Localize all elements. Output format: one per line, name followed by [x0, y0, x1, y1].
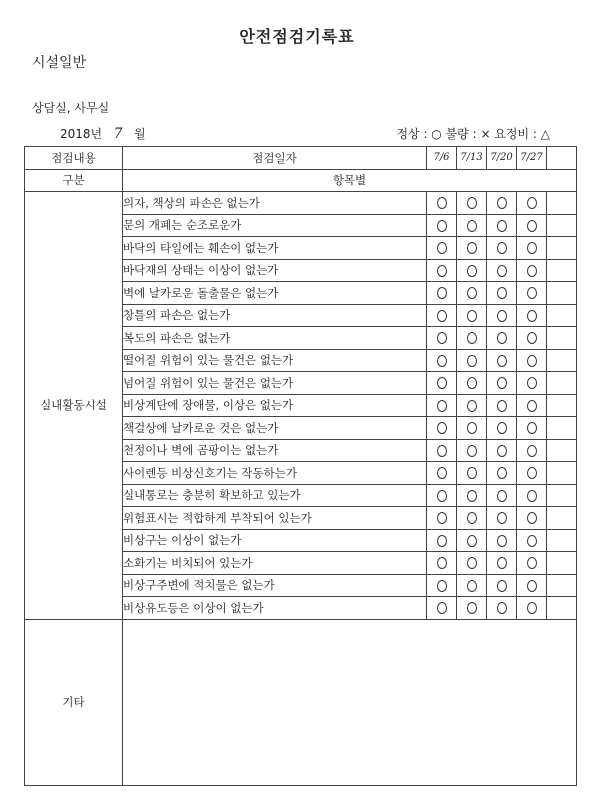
circle-mark-icon: [497, 265, 507, 277]
circle-mark-icon: [467, 355, 477, 367]
check-mark-cell: [547, 259, 577, 282]
circle-mark-icon: [497, 400, 507, 412]
circle-mark-icon: [527, 512, 537, 524]
check-mark-cell: [487, 484, 517, 507]
check-mark-cell: [547, 214, 577, 237]
check-mark-cell: [547, 304, 577, 327]
check-mark-cell: [457, 394, 487, 417]
check-mark-cell: [517, 484, 547, 507]
check-mark-cell: [457, 552, 487, 575]
status-legend: 정상 : ○ 불량 : × 요정비 : △: [396, 127, 550, 141]
check-mark-cell: [487, 349, 517, 372]
item-text-cell: 문의 개폐는 순조로운가: [123, 214, 427, 237]
circle-mark-icon: [437, 287, 447, 299]
circle-mark-icon: [527, 490, 537, 502]
check-mark-cell: [547, 597, 577, 620]
circle-mark-icon: [497, 445, 507, 457]
check-mark-cell: [487, 462, 517, 485]
item-text-cell: 넘어질 위험이 있는 물건은 없는가: [123, 372, 427, 395]
item-text-cell: 천정이나 벽에 곰팡이는 없는가: [123, 439, 427, 462]
check-mark-cell: [517, 372, 547, 395]
circle-mark-icon: [497, 242, 507, 254]
check-mark-cell: [487, 507, 517, 530]
circle-mark-icon: [497, 535, 507, 547]
check-mark-cell: [487, 574, 517, 597]
circle-mark-icon: [497, 602, 507, 614]
circle-mark-icon: [467, 310, 477, 322]
check-mark-cell: [427, 327, 457, 350]
check-mark-cell: [427, 507, 457, 530]
circle-mark-icon: [497, 422, 507, 434]
circle-mark-icon: [437, 580, 447, 592]
circle-mark-icon: [437, 400, 447, 412]
item-text-cell: 바닥의 타일에는 훼손이 없는가: [123, 237, 427, 260]
check-mark-cell: [487, 214, 517, 237]
circle-mark-icon: [527, 377, 537, 389]
check-mark-cell: [457, 574, 487, 597]
item-text-cell: 바닥재의 상태는 이상이 없는가: [123, 259, 427, 282]
check-mark-cell: [457, 417, 487, 440]
check-mark-cell: [547, 507, 577, 530]
check-mark-cell: [517, 327, 547, 350]
other-row: [25, 619, 577, 785]
check-mark-cell: [487, 439, 517, 462]
circle-mark-icon: [467, 490, 477, 502]
circle-mark-icon: [497, 220, 507, 232]
circle-mark-icon: [527, 557, 537, 569]
item-text-cell: 실내통로는 충분히 확보하고 있는가: [123, 484, 427, 507]
header-date-cell: 점검일자: [123, 147, 427, 170]
check-mark-cell: [547, 192, 577, 215]
table-row: [25, 192, 577, 215]
check-mark-cell: [427, 259, 457, 282]
check-mark-cell: [517, 597, 547, 620]
circle-mark-icon: [527, 422, 537, 434]
check-mark-cell: [427, 417, 457, 440]
check-mark-cell: [517, 462, 547, 485]
circle-mark-icon: [527, 220, 537, 232]
check-mark-cell: [487, 259, 517, 282]
date-cell: 7/27: [517, 147, 547, 170]
check-mark-cell: [517, 214, 547, 237]
check-mark-cell: [427, 574, 457, 597]
check-mark-cell: [457, 484, 487, 507]
check-mark-cell: [547, 462, 577, 485]
circle-mark-icon: [467, 535, 477, 547]
item-text-cell: 비상계단에 장애물, 이상은 없는가: [123, 394, 427, 417]
circle-mark-icon: [527, 580, 537, 592]
check-mark-cell: [457, 214, 487, 237]
check-mark-cell: [457, 304, 487, 327]
subheader-row: [25, 169, 577, 192]
circle-mark-icon: [497, 332, 507, 344]
circle-mark-icon: [467, 220, 477, 232]
check-mark-cell: [427, 552, 457, 575]
check-mark-cell: [547, 394, 577, 417]
check-mark-cell: [427, 439, 457, 462]
check-mark-cell: [427, 237, 457, 260]
circle-mark-icon: [437, 445, 447, 457]
inspection-table: [24, 146, 577, 786]
circle-mark-icon: [527, 242, 537, 254]
item-text-cell: 비상유도등은 이상이 없는가: [123, 597, 427, 620]
circle-mark-icon: [467, 287, 477, 299]
check-mark-cell: [427, 192, 457, 215]
check-mark-cell: [547, 349, 577, 372]
facility-type: 시설일반: [32, 55, 87, 71]
circle-mark-icon: [467, 332, 477, 344]
other-label-cell: 기타: [25, 619, 123, 785]
check-mark-cell: [547, 282, 577, 305]
check-mark-cell: [427, 304, 457, 327]
check-mark-cell: [457, 192, 487, 215]
circle-mark-icon: [467, 467, 477, 479]
circle-mark-icon: [467, 242, 477, 254]
check-mark-cell: [487, 529, 517, 552]
circle-mark-icon: [437, 355, 447, 367]
circle-mark-icon: [467, 580, 477, 592]
year-month-line: [60, 125, 146, 142]
circle-mark-icon: [437, 220, 447, 232]
circle-mark-icon: [497, 490, 507, 502]
circle-mark-icon: [527, 355, 537, 367]
circle-mark-icon: [437, 310, 447, 322]
item-text-cell: 비상구는 이상이 없는가: [123, 529, 427, 552]
circle-mark-icon: [527, 197, 537, 209]
circle-mark-icon: [497, 287, 507, 299]
circle-mark-icon: [497, 355, 507, 367]
circle-mark-icon: [527, 467, 537, 479]
circle-mark-icon: [467, 400, 477, 412]
item-text-cell: 위험표시는 적합하게 부착되어 있는가: [123, 507, 427, 530]
circle-mark-icon: [467, 197, 477, 209]
check-mark-cell: [427, 529, 457, 552]
circle-mark-icon: [437, 242, 447, 254]
check-mark-cell: [517, 192, 547, 215]
circle-mark-icon: [437, 490, 447, 502]
check-mark-cell: [427, 394, 457, 417]
circle-mark-icon: [437, 512, 447, 524]
circle-mark-icon: [527, 400, 537, 412]
check-mark-cell: [547, 574, 577, 597]
circle-mark-icon: [527, 445, 537, 457]
check-mark-cell: [487, 372, 517, 395]
check-mark-cell: [547, 484, 577, 507]
date-cell: 7/13: [457, 147, 487, 170]
circle-mark-icon: [527, 602, 537, 614]
circle-mark-icon: [437, 377, 447, 389]
item-text-cell: 벽에 날카로운 돌출물은 없는가: [123, 282, 427, 305]
check-mark-cell: [517, 394, 547, 417]
check-mark-cell: [457, 462, 487, 485]
item-text-cell: 복도의 파손은 없는가: [123, 327, 427, 350]
date-cell: 7/20: [487, 147, 517, 170]
check-mark-cell: [487, 237, 517, 260]
check-mark-cell: [457, 237, 487, 260]
circle-mark-icon: [497, 557, 507, 569]
circle-mark-icon: [497, 197, 507, 209]
check-mark-cell: [547, 372, 577, 395]
circle-mark-icon: [437, 467, 447, 479]
location-label: 상담실, 사무실: [32, 101, 110, 115]
check-mark-cell: [457, 439, 487, 462]
check-mark-cell: [517, 552, 547, 575]
check-mark-cell: [457, 282, 487, 305]
form-title: 안전점검기록표: [239, 27, 355, 46]
check-mark-cell: [427, 597, 457, 620]
circle-mark-icon: [467, 265, 477, 277]
circle-mark-icon: [437, 602, 447, 614]
check-mark-cell: [427, 282, 457, 305]
item-text-cell: 책걸상에 날카로운 것은 없는가: [123, 417, 427, 440]
header-content-cell: 점검내용: [25, 147, 123, 170]
check-mark-cell: [457, 259, 487, 282]
circle-mark-icon: [527, 310, 537, 322]
check-mark-cell: [517, 417, 547, 440]
check-mark-cell: [547, 439, 577, 462]
check-mark-cell: [427, 214, 457, 237]
circle-mark-icon: [527, 287, 537, 299]
circle-mark-icon: [497, 467, 507, 479]
items-header-cell: 항목별: [123, 169, 577, 192]
check-mark-cell: [547, 529, 577, 552]
circle-mark-icon: [437, 535, 447, 547]
check-mark-cell: [487, 304, 517, 327]
circle-mark-icon: [467, 377, 477, 389]
circle-mark-icon: [527, 535, 537, 547]
circle-mark-icon: [437, 557, 447, 569]
check-mark-cell: [487, 192, 517, 215]
check-mark-cell: [457, 507, 487, 530]
month-value: 7: [113, 126, 123, 142]
check-mark-cell: [547, 417, 577, 440]
check-mark-cell: [517, 259, 547, 282]
check-mark-cell: [547, 552, 577, 575]
check-mark-cell: [487, 282, 517, 305]
check-mark-cell: [487, 327, 517, 350]
section-label-cell: 실내활동시설: [25, 192, 123, 620]
check-mark-cell: [547, 327, 577, 350]
check-mark-cell: [427, 372, 457, 395]
check-mark-cell: [487, 417, 517, 440]
check-mark-cell: [487, 552, 517, 575]
check-mark-cell: [427, 462, 457, 485]
item-text-cell: 떨어질 위험이 있는 물건은 없는가: [123, 349, 427, 372]
check-mark-cell: [487, 394, 517, 417]
item-text-cell: 소화기는 비치되어 있는가: [123, 552, 427, 575]
circle-mark-icon: [467, 422, 477, 434]
check-mark-cell: [517, 349, 547, 372]
check-mark-cell: [457, 597, 487, 620]
date-cell: [547, 147, 577, 170]
circle-mark-icon: [497, 580, 507, 592]
check-mark-cell: [517, 529, 547, 552]
circle-mark-icon: [467, 557, 477, 569]
circle-mark-icon: [497, 377, 507, 389]
circle-mark-icon: [527, 332, 537, 344]
check-mark-cell: [427, 484, 457, 507]
check-mark-cell: [547, 237, 577, 260]
circle-mark-icon: [497, 512, 507, 524]
check-mark-cell: [517, 282, 547, 305]
check-mark-cell: [517, 304, 547, 327]
check-mark-cell: [517, 439, 547, 462]
check-mark-cell: [517, 574, 547, 597]
other-notes-cell: [123, 619, 577, 785]
check-mark-cell: [457, 349, 487, 372]
circle-mark-icon: [437, 422, 447, 434]
circle-mark-icon: [437, 265, 447, 277]
check-mark-cell: [457, 327, 487, 350]
item-text-cell: 창틀의 파손은 없는가: [123, 304, 427, 327]
check-mark-cell: [487, 597, 517, 620]
item-text-cell: 비상구주변에 적치물은 없는가: [123, 574, 427, 597]
circle-mark-icon: [437, 332, 447, 344]
check-mark-cell: [427, 349, 457, 372]
circle-mark-icon: [467, 445, 477, 457]
year-label: 2018년: [60, 127, 103, 141]
category-header-cell: 구분: [25, 169, 123, 192]
month-unit: 월: [133, 127, 146, 141]
header-row: [25, 147, 577, 170]
item-text-cell: 사이렌등 비상신호기는 작동하는가: [123, 462, 427, 485]
check-mark-cell: [457, 372, 487, 395]
circle-mark-icon: [467, 512, 477, 524]
check-mark-cell: [457, 529, 487, 552]
check-mark-cell: [517, 507, 547, 530]
date-cell: 7/6: [427, 147, 457, 170]
item-text-cell: 의자, 책상의 파손은 없는가: [123, 192, 427, 215]
circle-mark-icon: [437, 197, 447, 209]
check-mark-cell: [517, 237, 547, 260]
circle-mark-icon: [497, 310, 507, 322]
circle-mark-icon: [467, 602, 477, 614]
circle-mark-icon: [527, 265, 537, 277]
